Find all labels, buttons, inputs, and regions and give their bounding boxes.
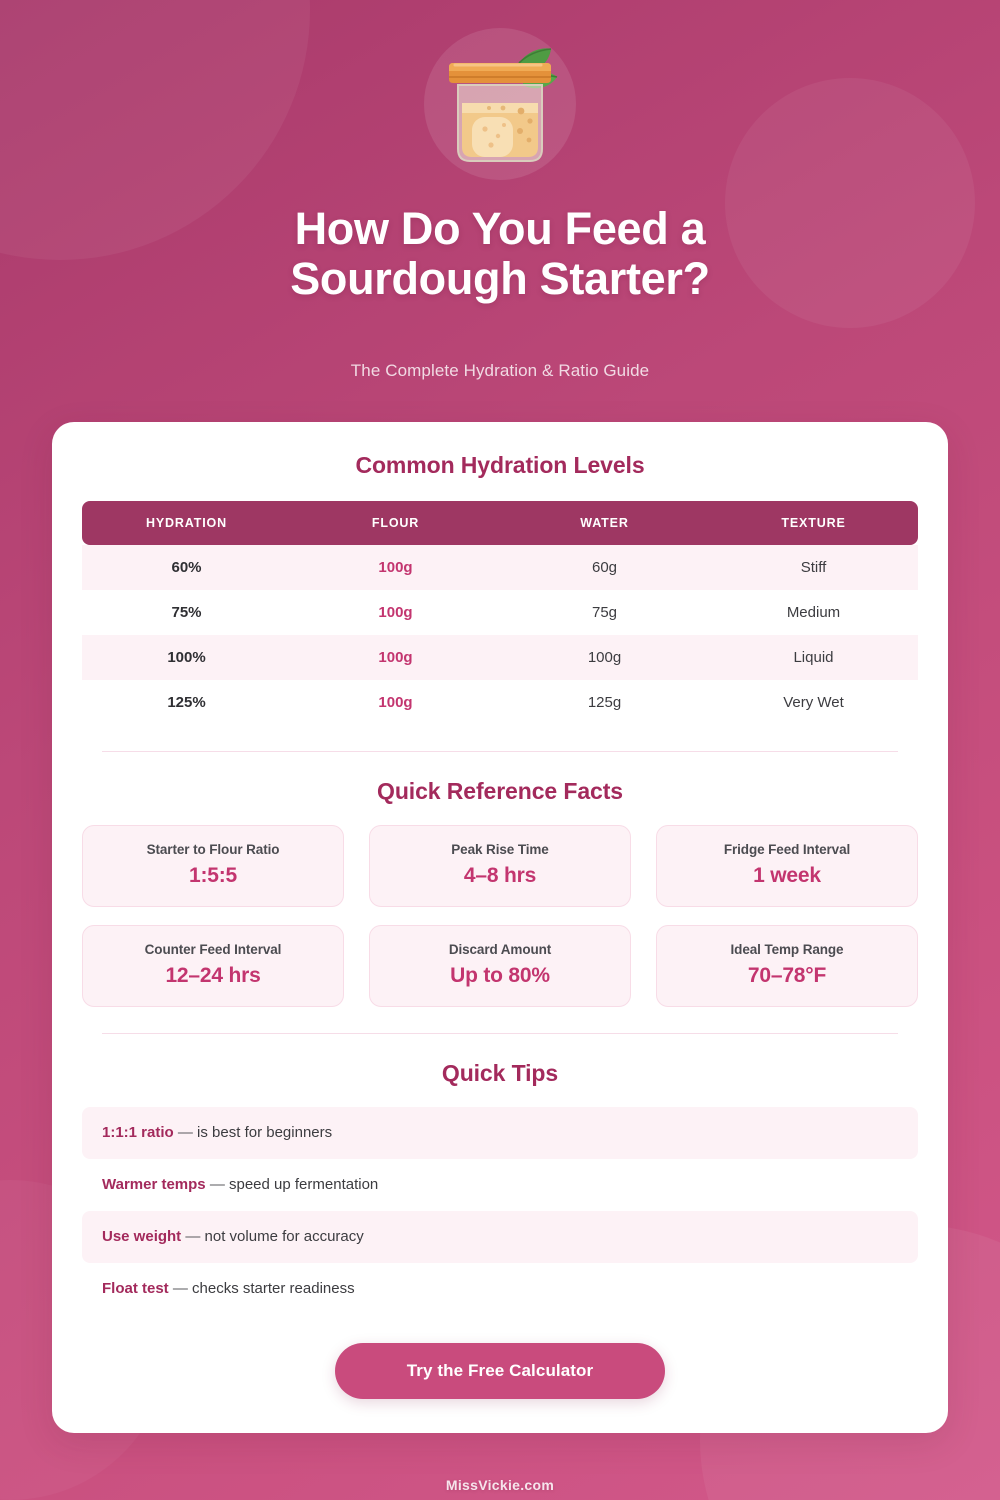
content-card xyxy=(52,422,948,1433)
table-row xyxy=(82,680,918,725)
column-header-water: WATER xyxy=(500,501,709,545)
cell-texture: Liquid xyxy=(793,648,834,666)
list-item xyxy=(82,1159,918,1211)
fact-value: Up to 80% xyxy=(450,963,550,987)
tip-label: Warmer temps xyxy=(102,1175,206,1193)
page-title-line-1: How Do You Feed a xyxy=(294,203,706,254)
cell-water: 100g xyxy=(587,648,622,666)
fact-value: 1:5:5 xyxy=(188,863,238,887)
page-title-line-2: Sourdough Starter? xyxy=(290,253,710,305)
tip-dash: — xyxy=(172,1279,188,1297)
cell-texture: Medium xyxy=(786,603,841,621)
tip-text: is best for beginners xyxy=(197,1123,333,1141)
hydration-table xyxy=(82,501,918,725)
fact-card xyxy=(82,925,344,1007)
page-subtitle: The Complete Hydration & Ratio Guide xyxy=(350,360,650,380)
fact-label: Fridge Feed Interval xyxy=(723,841,851,857)
column-header-flour: FLOUR xyxy=(291,501,500,545)
section-divider xyxy=(102,751,898,752)
table-header-row xyxy=(82,501,918,545)
cell-flour: 100g xyxy=(378,648,413,666)
tip-dash: — xyxy=(209,1175,225,1193)
tip-label: Use weight xyxy=(102,1227,182,1245)
infographic-header xyxy=(0,0,1000,381)
footer-brand: MissVickie.com xyxy=(445,1476,555,1493)
cell-water: 125g xyxy=(587,693,622,711)
quick-facts-grid xyxy=(82,825,918,1007)
tip-text: speed up fermentation xyxy=(229,1175,379,1193)
fact-label: Ideal Temp Range xyxy=(730,941,844,957)
tip-text: not volume for accuracy xyxy=(204,1227,364,1245)
fact-label: Counter Feed Interval xyxy=(144,941,282,957)
tip-label: 1:1:1 ratio xyxy=(102,1123,174,1141)
cell-hydration: 100% xyxy=(167,648,206,666)
tip-dash: — xyxy=(185,1227,201,1245)
tips-section-title: Quick Tips xyxy=(441,1059,559,1086)
page-title xyxy=(0,204,1000,305)
table-row xyxy=(82,590,918,635)
table-row xyxy=(82,545,918,590)
fact-value: 4–8 hrs xyxy=(463,863,537,887)
fact-card xyxy=(369,925,631,1007)
cell-texture: Very Wet xyxy=(783,693,844,711)
list-item xyxy=(82,1107,918,1159)
cta-container xyxy=(82,1343,918,1399)
cell-hydration: 75% xyxy=(171,603,202,621)
cell-flour: 100g xyxy=(378,603,413,621)
table-row xyxy=(82,635,918,680)
fact-value: 1 week xyxy=(753,863,821,887)
sourdough-starter-jar-icon xyxy=(441,41,559,167)
column-header-hydration: HYDRATION xyxy=(82,501,291,545)
fact-card xyxy=(369,825,631,907)
cell-flour: 100g xyxy=(378,558,413,576)
fact-value: 12–24 hrs xyxy=(165,963,261,987)
fact-card xyxy=(656,925,918,1007)
fact-value: 70–78°F xyxy=(747,963,827,987)
list-item xyxy=(82,1211,918,1263)
column-header-texture: TEXTURE xyxy=(709,501,918,545)
section-divider xyxy=(102,1033,898,1034)
list-item xyxy=(82,1263,918,1315)
cell-hydration: 60% xyxy=(171,558,202,576)
fact-card xyxy=(82,825,344,907)
cell-water: 60g xyxy=(591,558,618,576)
tip-text: checks starter readiness xyxy=(192,1279,355,1297)
fact-label: Discard Amount xyxy=(448,941,552,957)
tip-label: Float test xyxy=(102,1279,169,1297)
fact-label: Starter to Flour Ratio xyxy=(146,841,280,857)
quick-tips-list xyxy=(82,1107,918,1315)
tip-dash: — xyxy=(177,1123,193,1141)
cell-hydration: 125% xyxy=(167,693,206,711)
cell-texture: Stiff xyxy=(800,558,827,576)
cell-flour: 100g xyxy=(378,693,413,711)
fact-label: Peak Rise Time xyxy=(451,841,549,857)
fact-card xyxy=(656,825,918,907)
cell-water: 75g xyxy=(591,603,618,621)
hydration-section-title: Common Hydration Levels xyxy=(355,451,645,478)
facts-section-title: Quick Reference Facts xyxy=(377,777,623,804)
jar-icon-badge xyxy=(424,28,576,180)
try-free-calculator-button[interactable]: Try the Free Calculator xyxy=(335,1343,666,1399)
